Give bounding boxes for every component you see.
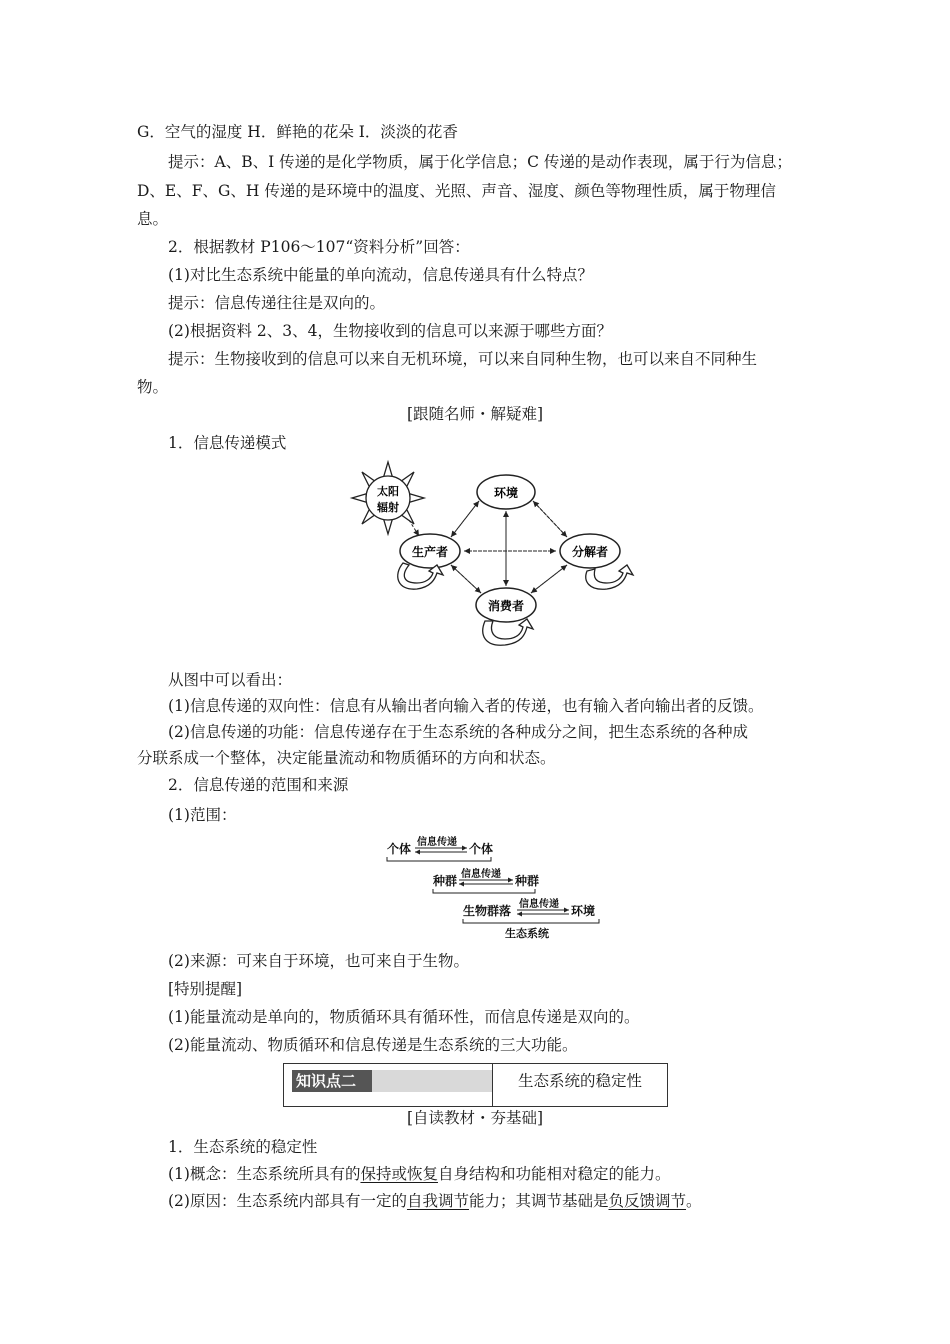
environment-label-2: 环境: [571, 904, 596, 918]
bidirectional-point: (1)信息传递的双向性：信息有从输出者向输入者的传递，也有输入者向输出者的反馈。: [168, 697, 764, 715]
concept-line: [168, 1164, 858, 1184]
community-label: 生物群落: [463, 904, 512, 918]
radiation-label: 辐射: [377, 501, 399, 514]
section-heading-self-read: [自读教材・夯基础]: [406, 1109, 544, 1127]
reason-blank-answer-2: 负反馈调节: [608, 1192, 687, 1210]
info-label-2: 信息传递: [461, 869, 501, 880]
population-left: 种群: [433, 874, 458, 888]
hint-2-2-line-2: 物。: [137, 378, 169, 396]
ecosystem-label: 生态系统: [505, 927, 549, 940]
special-reminder-heading: [特别提醒]: [168, 980, 243, 998]
individual-right: 个体: [469, 842, 494, 856]
info-transfer-mode-diagram: [345, 455, 645, 655]
consumer-label: 消费者: [487, 599, 525, 613]
hint-2-2-line-1: 提示：生物接收到的信息可以来自无机环境，可以来自同种生物，也可以来自不同种生: [168, 350, 758, 368]
hint-2-1: 提示：信息传递往往是双向的。: [168, 294, 386, 312]
question-2-1: (1)对比生态系统中能量的单向流动，信息传递具有什么特点？: [168, 266, 593, 284]
reminder-2: (2)能量流动、物质循环和信息传递是生态系统的三大功能。: [168, 1036, 578, 1054]
hint-line-3: 息。: [137, 210, 169, 228]
reason-end: 。: [686, 1192, 702, 1210]
subheading-scope-source: 2．信息传递的范围和来源: [168, 776, 349, 794]
function-point-line-1: (2)信息传递的功能：信息传递存在于生态系统的各种成分之间，把生态系统的各种成: [168, 723, 748, 741]
sun-icon: [352, 462, 424, 534]
reminder-1: (1)能量流动是单向的，物质循环具有循环性，而信息传递是双向的。: [168, 1008, 640, 1026]
knowledge-point-box: [283, 1063, 668, 1107]
knowledge-title: 生态系统的稳定性: [517, 1072, 642, 1090]
scope-label: (1)范围：: [168, 806, 237, 824]
reason-blank-answer-1: 自我调节: [406, 1192, 469, 1210]
info-transfer-scope-diagram: [385, 833, 605, 943]
knowledge-tag-background: [292, 1070, 492, 1092]
section-heading-follow-teacher: [跟随名师・解疑难]: [406, 405, 544, 423]
reason-prefix: (2)原因：生态系统内部具有一定的: [168, 1192, 407, 1210]
info-label-1: 信息传递: [417, 837, 457, 848]
subheading-info-transfer-mode: 1．信息传递模式: [168, 434, 287, 452]
diagram-conclusion-intro: 从图中可以看出：: [168, 671, 293, 689]
info-label-3: 信息传递: [519, 899, 559, 910]
producer-label: 生产者: [411, 545, 449, 559]
source-point: (2)来源：可来自于环境，也可来自于生物。: [168, 952, 469, 970]
subheading-stability: 1．生态系统的稳定性: [168, 1138, 318, 1156]
sun-label: 太阳: [377, 485, 399, 498]
hint-line-1: 提示：A、B、I 传递的是化学物质，属于化学信息；C 传递的是动作表现，属于行为信息；: [168, 153, 792, 171]
decomposer-label: 分解者: [571, 545, 609, 559]
function-point-line-2: 分联系成一个整体，决定能量流动和物质循环的方向和状态。: [137, 749, 556, 767]
individual-left: 个体: [387, 842, 412, 856]
question-2-2: (2)根据资料 2、3、4，生物接收到的信息可以来源于哪些方面？: [168, 322, 612, 340]
knowledge-tag: 知识点二: [292, 1070, 372, 1092]
concept-prefix: (1)概念：生态系统所具有的: [168, 1165, 361, 1183]
concept-blank-answer: 保持或恢复: [360, 1165, 438, 1183]
hint-line-2: D、E、F、G、H 传递的是环境中的温度、光照、声音、湿度、颜色等物理性质，属于物理信: [137, 182, 776, 200]
population-right: 种群: [515, 874, 540, 888]
reason-middle: 能力；其调节基础是: [468, 1192, 609, 1210]
reason-line: [168, 1191, 858, 1211]
question-2: 2．根据教材 P106～107“资料分析”回答：: [168, 238, 470, 256]
environment-label: 环境: [493, 486, 519, 500]
option-line-ghi: G．空气的湿度 H．鲜艳的花朵 I．淡淡的花香: [137, 123, 458, 141]
concept-suffix: 自身结构和功能相对稳定的能力。: [437, 1165, 671, 1183]
